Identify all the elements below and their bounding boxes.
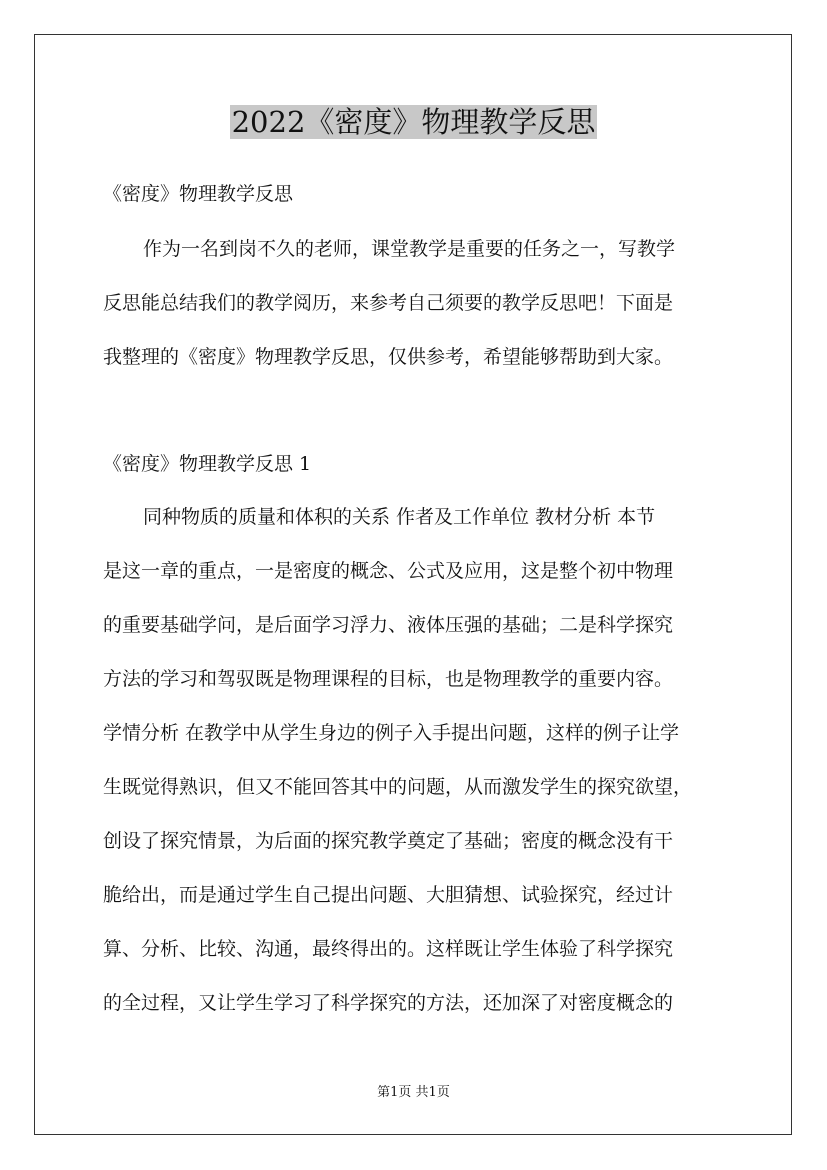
intro-paragraph — [103, 222, 727, 384]
section-heading: 《密度》物理教学反思 1 — [103, 453, 312, 475]
section-line: 生既觉得熟识，但又不能回答其中的问题，从而激发学生的探究欲望， — [103, 776, 693, 798]
section-line: 脆给出，而是通过学生自己提出问题、大胆猜想、试验探究，经过计 — [103, 884, 674, 906]
section-line: 是这一章的重点，一是密度的概念、公式及应用，这是整个初中物理 — [103, 560, 674, 582]
intro-line: 我整理的《密度》物理教学反思，仅供参考，希望能够帮助到大家。 — [103, 346, 674, 368]
section-line: 同种物质的质量和体积的关系 作者及工作单位 教材分析 本节 — [143, 506, 656, 528]
document-title-text: 2022《密度》物理教学反思 — [231, 105, 596, 139]
section-line: 算、分析、比较、沟通，最终得出的。这样既让学生体验了科学探究 — [103, 938, 674, 960]
section-line: 的重要基础学问，是后面学习浮力、液体压强的基础；二是科学探究 — [103, 614, 674, 636]
page-number-footer: 第1页 共1页 — [377, 1085, 450, 1100]
section-line: 学情分析 在教学中从学生身边的例子入手提出问题，这样的例子让学 — [103, 722, 680, 744]
section-line: 方法的学习和驾驭既是物理课程的目标，也是物理教学的重要内容。 — [103, 668, 674, 690]
section-paragraph — [103, 490, 727, 1030]
section-line: 的全过程，又让学生学习了科学探究的方法，还加深了对密度概念的 — [103, 992, 674, 1014]
intro-line: 反思能总结我们的教学阅历，来参考自己须要的教学反思吧！下面是 — [103, 292, 674, 314]
document-title — [0, 102, 827, 142]
intro-line: 作为一名到岗不久的老师，课堂教学是重要的任务之一，写教学 — [143, 238, 676, 260]
section-line: 创设了探究情景，为后面的探究教学奠定了基础；密度的概念没有干 — [103, 830, 674, 852]
document-subtitle: 《密度》物理教学反思 — [103, 183, 294, 205]
